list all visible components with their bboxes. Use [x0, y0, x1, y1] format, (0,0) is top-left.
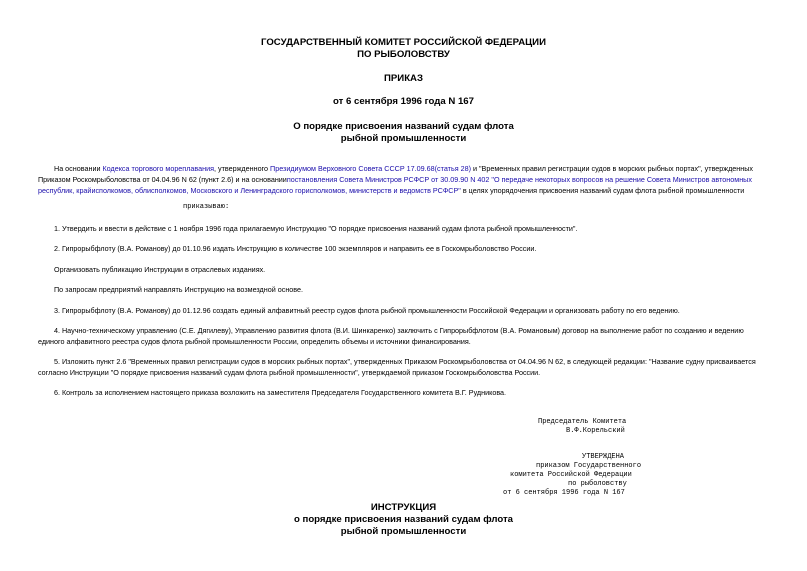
link-council-resolution[interactable]: постановления Совета Министров РСФСР от 30.09.90 N 402 "О передаче некоторых вопросов на решение Совета Министров автономных: [286, 175, 752, 184]
instruction-title: ИНСТРУКЦИЯ: [370, 502, 437, 513]
signature-role: Председатель Комитета: [538, 418, 627, 426]
link-council-resolution-cont[interactable]: республик, крайисполкомов, облисполкомов, Московского и Ленинградского горисполкомов, министерств и ведомств РСФСР": [38, 186, 461, 195]
item-2-requests: По запросам предприятий направлять Инструкцию на возмездной основе.: [54, 285, 304, 294]
doc-title-line1: О порядке присвоения названий судам флота: [293, 121, 514, 132]
item-3: 3. Гипрорыбфлоту (В.А. Романову) до 01.12.96 создать единый алфавитный реестр судов флота рыбной промышленности Российской Федерации и организовать работу по его ведению.: [54, 306, 680, 315]
instruction-subtitle-line1: о порядке присвоения названий судам флота: [294, 514, 513, 525]
org-name-line2: ПО РЫБОЛОВСТВУ: [357, 49, 450, 60]
preamble-text: Приказом Роскомрыболовства от 04.04.96 N 62 (пункт 2.6) и на основании: [38, 175, 287, 184]
preamble-text: и "Временных правил регистрации судов в морских рыбных портах", утвержденных: [471, 164, 753, 173]
doc-date: от 6 сентября 1996 года N 167: [333, 96, 474, 107]
org-name-line1: ГОСУДАРСТВЕННЫЙ КОМИТЕТ РОССИЙСКОЙ ФЕДЕРАЦИИ: [261, 37, 546, 48]
link-presidium-decree[interactable]: Президиумом Верховного Совета СССР 17.09.68: [270, 164, 435, 173]
preamble-line2: [38, 174, 778, 185]
item-6: 6. Контроль за исполнением настоящего приказа возложить на заместителя Председателя Государственного комитета В.Г. Рудникова.: [54, 388, 507, 397]
approval-line4: по рыболовству: [568, 480, 627, 488]
item-1: 1. Утвердить и ввести в действие с 1 ноября 1996 года прилагаемую Инструкцию "О порядке присвоения названий судам флота рыбной промышленности".: [54, 224, 578, 233]
preamble-line3: [38, 185, 778, 196]
item-5-line2: согласно Инструкции "О порядке присвоения названий судам флота рыбной промышленности", утверждаемой приказом Госкомрыболовства России.: [38, 368, 541, 377]
preamble-text: , утвержденного: [214, 164, 271, 173]
approval-line1: УТВЕРЖДЕНА: [582, 453, 625, 461]
approval-line3: комитета Российской Федерации: [510, 471, 632, 479]
link-article-28[interactable]: (статья 28): [434, 164, 471, 173]
link-merchant-shipping-code[interactable]: Кодекса торгового мореплавания: [102, 164, 215, 173]
preamble-text: в целях упорядочения присвоения названий судам флота рыбной промышленности: [460, 186, 745, 195]
doc-type: ПРИКАЗ: [384, 73, 423, 84]
item-4-line1: 4. Научно-техническому управлению (С.Е. Дягилеву), Управлению развития флота (В.И. Шинкаренко) заключить с Гипрорыбфлотом (В.А. Романовым) договор на выполнение работ по созданию и ведению: [54, 326, 744, 335]
order-word: приказываю:: [183, 203, 230, 211]
approval-line2: приказом Государственного: [536, 462, 642, 470]
item-2-publication: Организовать публикацию Инструкции в отраслевых изданиях.: [54, 265, 266, 274]
instruction-subtitle-line2: рыбной промышленности: [340, 526, 467, 537]
approval-line5: от 6 сентября 1996 года N 167: [503, 489, 625, 497]
item-2: 2. Гипрорыбфлоту (В.А. Романову) до 01.10.96 издать Инструкцию в количестве 100 экземпляров и направить ее в Госкомрыболовство России.: [54, 244, 537, 253]
item-4-line2: единого алфавитного реестра судов флота рыбной промышленности России, определить объемы и источники финансирования.: [38, 337, 471, 346]
doc-title-line2: рыбной промышленности: [340, 133, 467, 144]
item-5-line1: 5. Изложить пункт 2.6 "Временных правил регистрации судов в морских рыбных портах", утвержденных Приказом Роскомрыболовства от 04.04.96 N 62, в следующей редакции: "Название судну присваивается: [54, 357, 756, 366]
preamble-text: На основании: [54, 164, 103, 173]
signature-name: В.Ф.Корельский: [566, 427, 625, 435]
preamble-line1: [38, 163, 778, 174]
